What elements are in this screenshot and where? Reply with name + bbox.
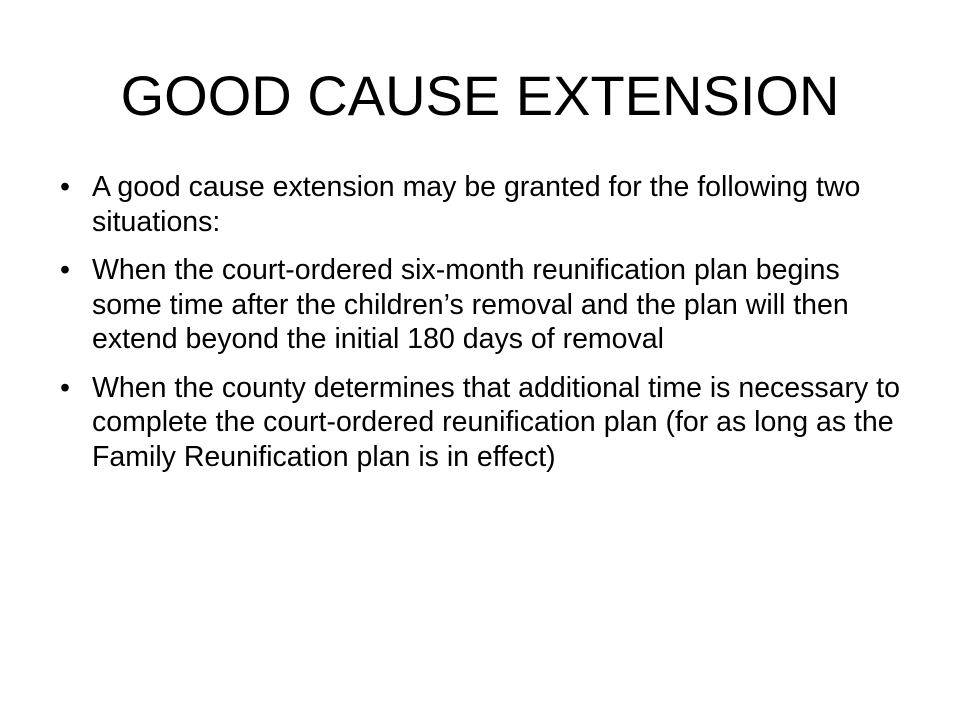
bullet-text: A good cause extension may be granted for the following two situations: bbox=[92, 171, 861, 238]
bullet-text: When the county determines that additional time is necessary to complete the court-ordered reunification plan (for as long as the Family Reunification plan is in effect) bbox=[92, 371, 900, 473]
bullet-icon: • bbox=[60, 171, 70, 203]
bullet-text: When the court-ordered six-month reunification plan begins some time after the children’s removal and the plan will then extend beyond the initial 180 days of removal bbox=[92, 254, 849, 355]
bullet-list bbox=[60, 170, 910, 488]
bullet-icon: • bbox=[60, 254, 70, 286]
bullet-item bbox=[60, 371, 910, 475]
slide-title: GOOD CAUSE EXTENSION bbox=[120, 64, 840, 127]
bullet-item bbox=[60, 170, 910, 239]
bullet-item bbox=[60, 253, 910, 357]
bullet-icon: • bbox=[60, 371, 70, 404]
